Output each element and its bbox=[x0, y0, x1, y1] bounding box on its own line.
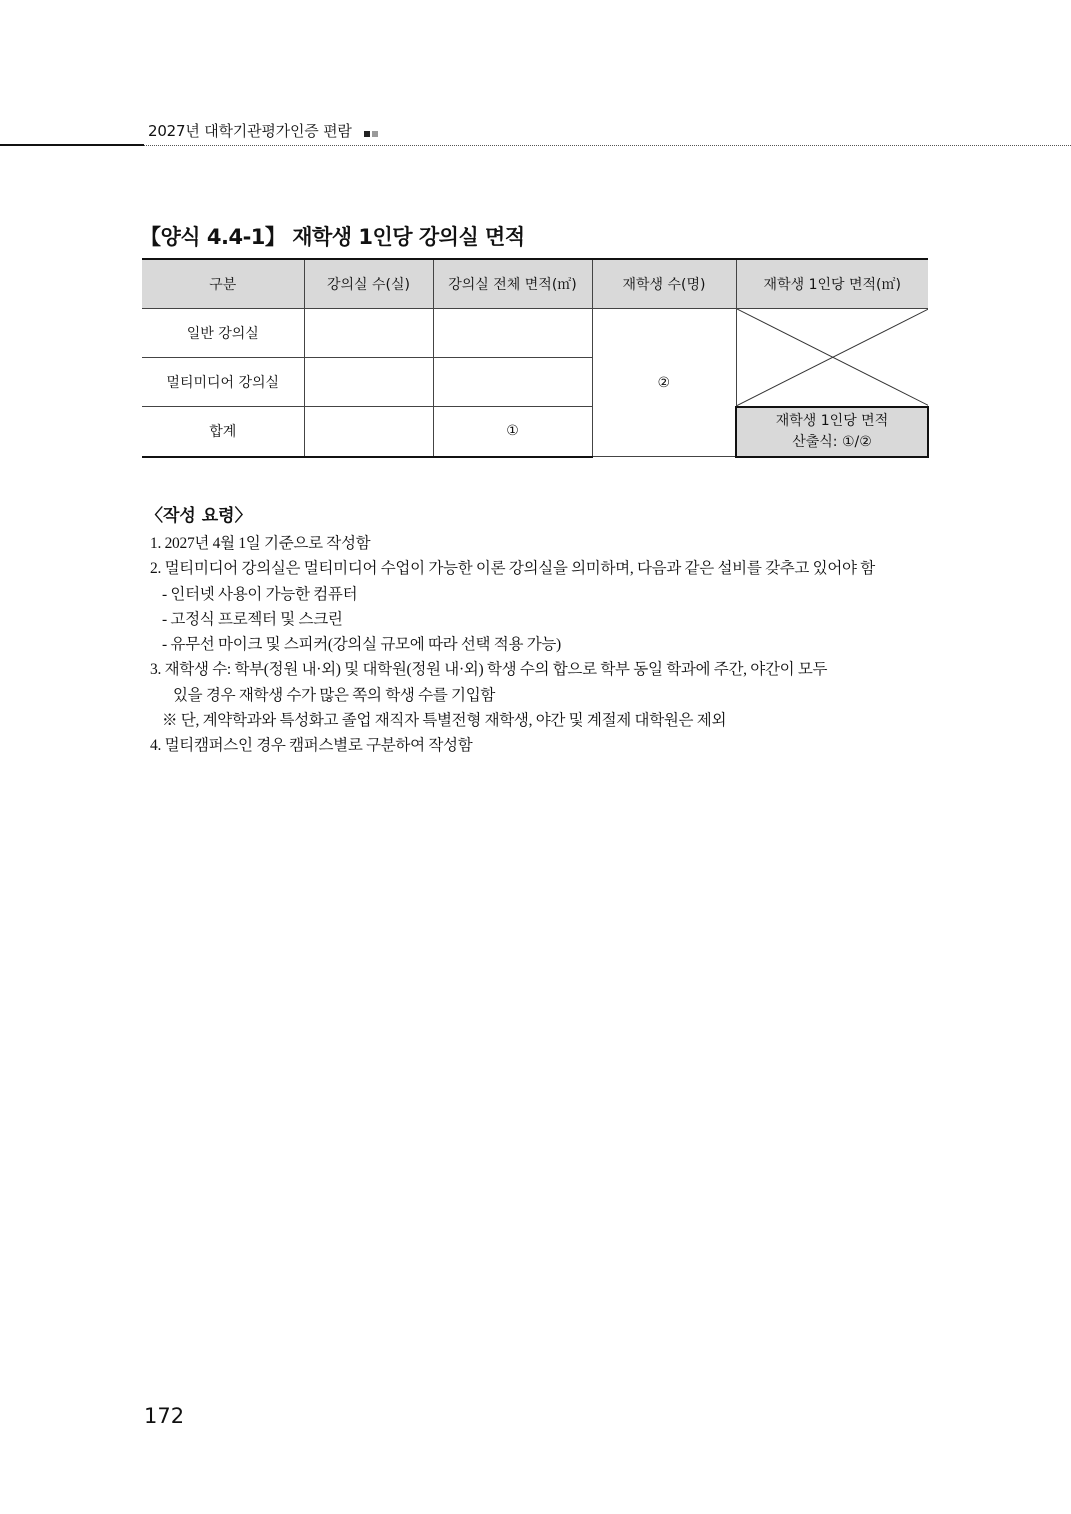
row-label-total: 합계 bbox=[142, 407, 304, 457]
row-label-general-classroom: 일반 강의실 bbox=[142, 309, 304, 358]
header-rule-thick bbox=[0, 144, 144, 146]
calc-formula: 산출식: ①/② bbox=[792, 433, 872, 450]
general-classroom-count-cell[interactable] bbox=[304, 309, 433, 358]
multimedia-classroom-area-cell[interactable] bbox=[433, 358, 592, 407]
crossed-out-cell bbox=[736, 309, 928, 407]
per-student-area-calc-cell bbox=[736, 407, 928, 457]
guide-subitem: - 인터넷 사용이 가능한 컴퓨터 bbox=[162, 585, 358, 603]
guide-list bbox=[150, 531, 940, 759]
table-header-row bbox=[142, 259, 928, 309]
guide-subitem: - 유무선 마이크 및 스피커(강의실 규모에 따라 선택 적용 가능) bbox=[162, 636, 561, 654]
running-header-title: 2027년 대학기관평가인증 편람 bbox=[148, 122, 352, 140]
guide-item-3-continuation: 있을 경우 재학생 수가 많은 쪽의 학생 수를 기입함 bbox=[173, 686, 496, 704]
table-row bbox=[142, 309, 928, 358]
multimedia-classroom-count-cell[interactable] bbox=[304, 358, 433, 407]
form-title: 【양식 4.4-1】 재학생 1인당 강의실 면적 bbox=[140, 225, 525, 249]
column-header: 강의실 전체 면적(㎡) bbox=[433, 259, 592, 309]
marker-students: ② bbox=[657, 374, 671, 391]
page-number: 172 bbox=[144, 1404, 185, 1428]
column-header: 재학생 수(명) bbox=[592, 259, 736, 309]
diagonal-cross-icon bbox=[737, 309, 929, 406]
marker-total-area: ① bbox=[506, 423, 519, 440]
total-area-cell[interactable] bbox=[433, 407, 592, 457]
guide-item-3: 3. 재학생 수: 학부(정원 내·외) 및 대학원(정원 내·외) 학생 수의 합으로 학부 동일 학과에 주간, 야간이 모두 bbox=[150, 661, 828, 679]
guide-item-4: 4. 멀티캠퍼스인 경우 캠퍼스별로 구분하여 작성함 bbox=[150, 737, 473, 755]
guide-item-1: 1. 2027년 4월 1일 기준으로 작성함 bbox=[150, 535, 371, 552]
running-header bbox=[148, 120, 380, 141]
table-row bbox=[142, 407, 928, 457]
guide-heading: 〈작성 요령〉 bbox=[146, 506, 252, 526]
guide-subitem: - 고정식 프로젝터 및 스크린 bbox=[162, 610, 343, 628]
column-header: 재학생 1인당 면적(㎡) bbox=[736, 259, 928, 309]
total-classroom-count-cell[interactable] bbox=[304, 407, 433, 457]
column-header: 강의실 수(실) bbox=[304, 259, 433, 309]
guide-item-2: 2. 멀티미디어 강의실은 멀티미디어 수업이 가능한 이론 강의실을 의미하며, 다음과 같은 설비를 갖추고 있어야 함 bbox=[150, 560, 875, 578]
header-rule-dotted bbox=[144, 145, 1071, 146]
classroom-area-table bbox=[142, 258, 929, 458]
row-label-multimedia-classroom: 멀티미디어 강의실 bbox=[142, 358, 304, 407]
calc-label: 재학생 1인당 면적 bbox=[775, 412, 889, 429]
student-count-cell[interactable] bbox=[592, 309, 736, 457]
general-classroom-area-cell[interactable] bbox=[433, 309, 592, 358]
header-square-marks-icon bbox=[364, 123, 380, 141]
guide-note: ※ 단, 계약학과와 특성화고 졸업 재직자 특별전형 재학생, 야간 및 계절제 대학원은 제외 bbox=[162, 712, 727, 730]
column-header: 구분 bbox=[142, 259, 304, 309]
